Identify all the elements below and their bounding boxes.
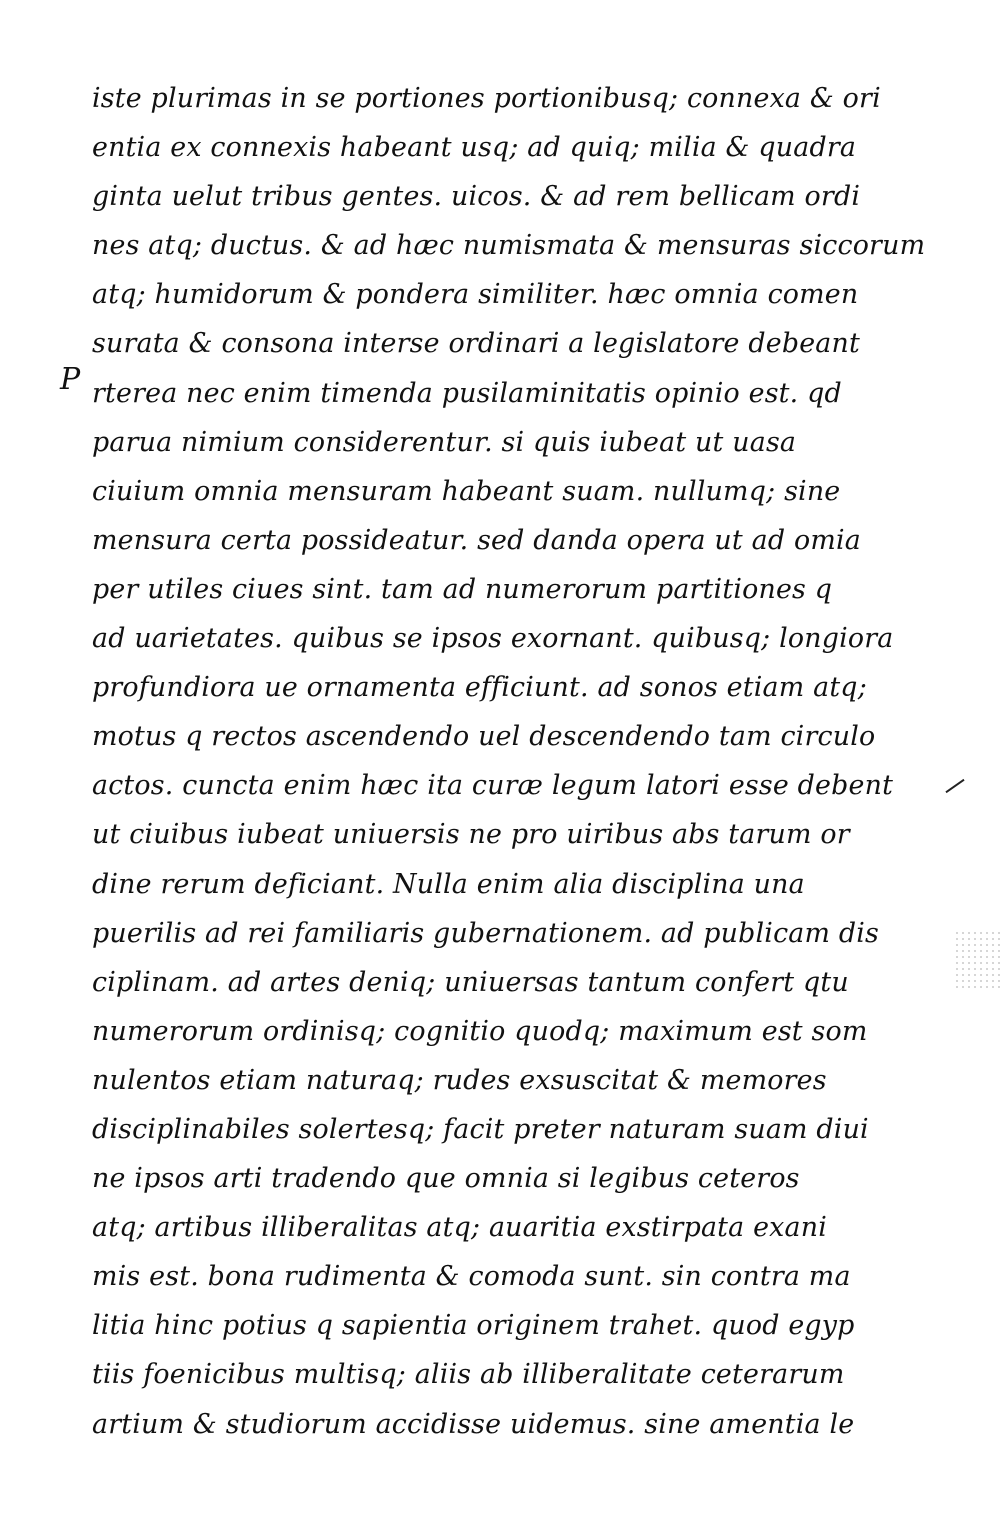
manuscript-line: entia ex connexis habeant usq; ad quiq; milia & quadra	[92, 132, 857, 164]
manuscript-line: atq; artibus illiberalitas atq; auaritia exstirpata exani	[92, 1212, 827, 1244]
manuscript-line: ad uarietates. quibus se ipsos exornant. quibusq; longiora	[92, 623, 894, 655]
manuscript-line: ciplinam. ad artes deniq; uniuersas tantum confert qtu	[92, 966, 849, 998]
manuscript-line: atq; humidorum & pondera similiter. hæc omnia comen	[92, 279, 859, 311]
manuscript-line: actos. cuncta enim hæc ita curæ legum latori esse debent	[92, 770, 894, 802]
manuscript-line: tiis foenicibus multisq; aliis ab illiberalitate ceterarum	[92, 1359, 845, 1391]
manuscript-line: mis est. bona rudimenta & comoda sunt. sin contra ma	[92, 1261, 851, 1293]
manuscript-line: per utiles ciues sint. tam ad numerorum partitiones q	[92, 573, 833, 605]
manuscript-line: motus q rectos ascendendo uel descendendo tam circulo	[92, 721, 876, 753]
manuscript-line: litia hinc potius q sapientia originem trahet. quod egyp	[92, 1310, 855, 1342]
paper-stain	[954, 930, 1000, 990]
manuscript-line: puerilis ad rei familiaris gubernationem. ad publicam dis	[92, 917, 880, 949]
manuscript-line: nes atq; ductus. & ad hæc numismata & mensuras siccorum	[92, 230, 926, 262]
manuscript-line: parua nimium considerentur. si quis iubeat ut uasa	[92, 426, 797, 458]
manuscript-line: dine rerum deficiant. Nulla enim alia disciplina una	[92, 868, 805, 900]
manuscript-text	[92, 74, 952, 1449]
manuscript-line: ciuium omnia mensuram habeant suam. nullumq; sine	[92, 475, 841, 507]
manuscript-line: profundiora ue ornamenta efficiunt. ad sonos etiam atq;	[92, 672, 867, 704]
marginal-initial: P	[60, 362, 81, 397]
manuscript-line: mensura certa possideatur. sed danda opera ut ad omia	[92, 524, 861, 556]
manuscript-line: surata & consona interse ordinari a legislatore debeant	[92, 328, 860, 360]
manuscript-line: artium & studiorum accidisse uidemus. sine amentia le	[92, 1408, 855, 1440]
manuscript-line: rterea nec enim timenda pusilaminitatis opinio est. qd	[92, 377, 842, 409]
manuscript-line: ne ipsos arti tradendo que omnia si legibus ceteros	[92, 1163, 800, 1195]
manuscript-line: ginta uelut tribus gentes. uicos. & ad rem bellicam ordi	[92, 181, 861, 213]
manuscript-line: nulentos etiam naturaq; rudes exsuscitat & memores	[92, 1064, 827, 1096]
manuscript-line: disciplinabiles solertesq; facit preter naturam suam diui	[92, 1113, 869, 1145]
manuscript-line: iste plurimas in se portiones portionibusq; connexa & ori	[92, 83, 881, 114]
manuscript-line: ut ciuibus iubeat uniuersis ne pro uiribus abs tarum or	[92, 819, 850, 851]
manuscript-line: numerorum ordinisq; cognitio quodq; maximum est som	[92, 1015, 868, 1047]
